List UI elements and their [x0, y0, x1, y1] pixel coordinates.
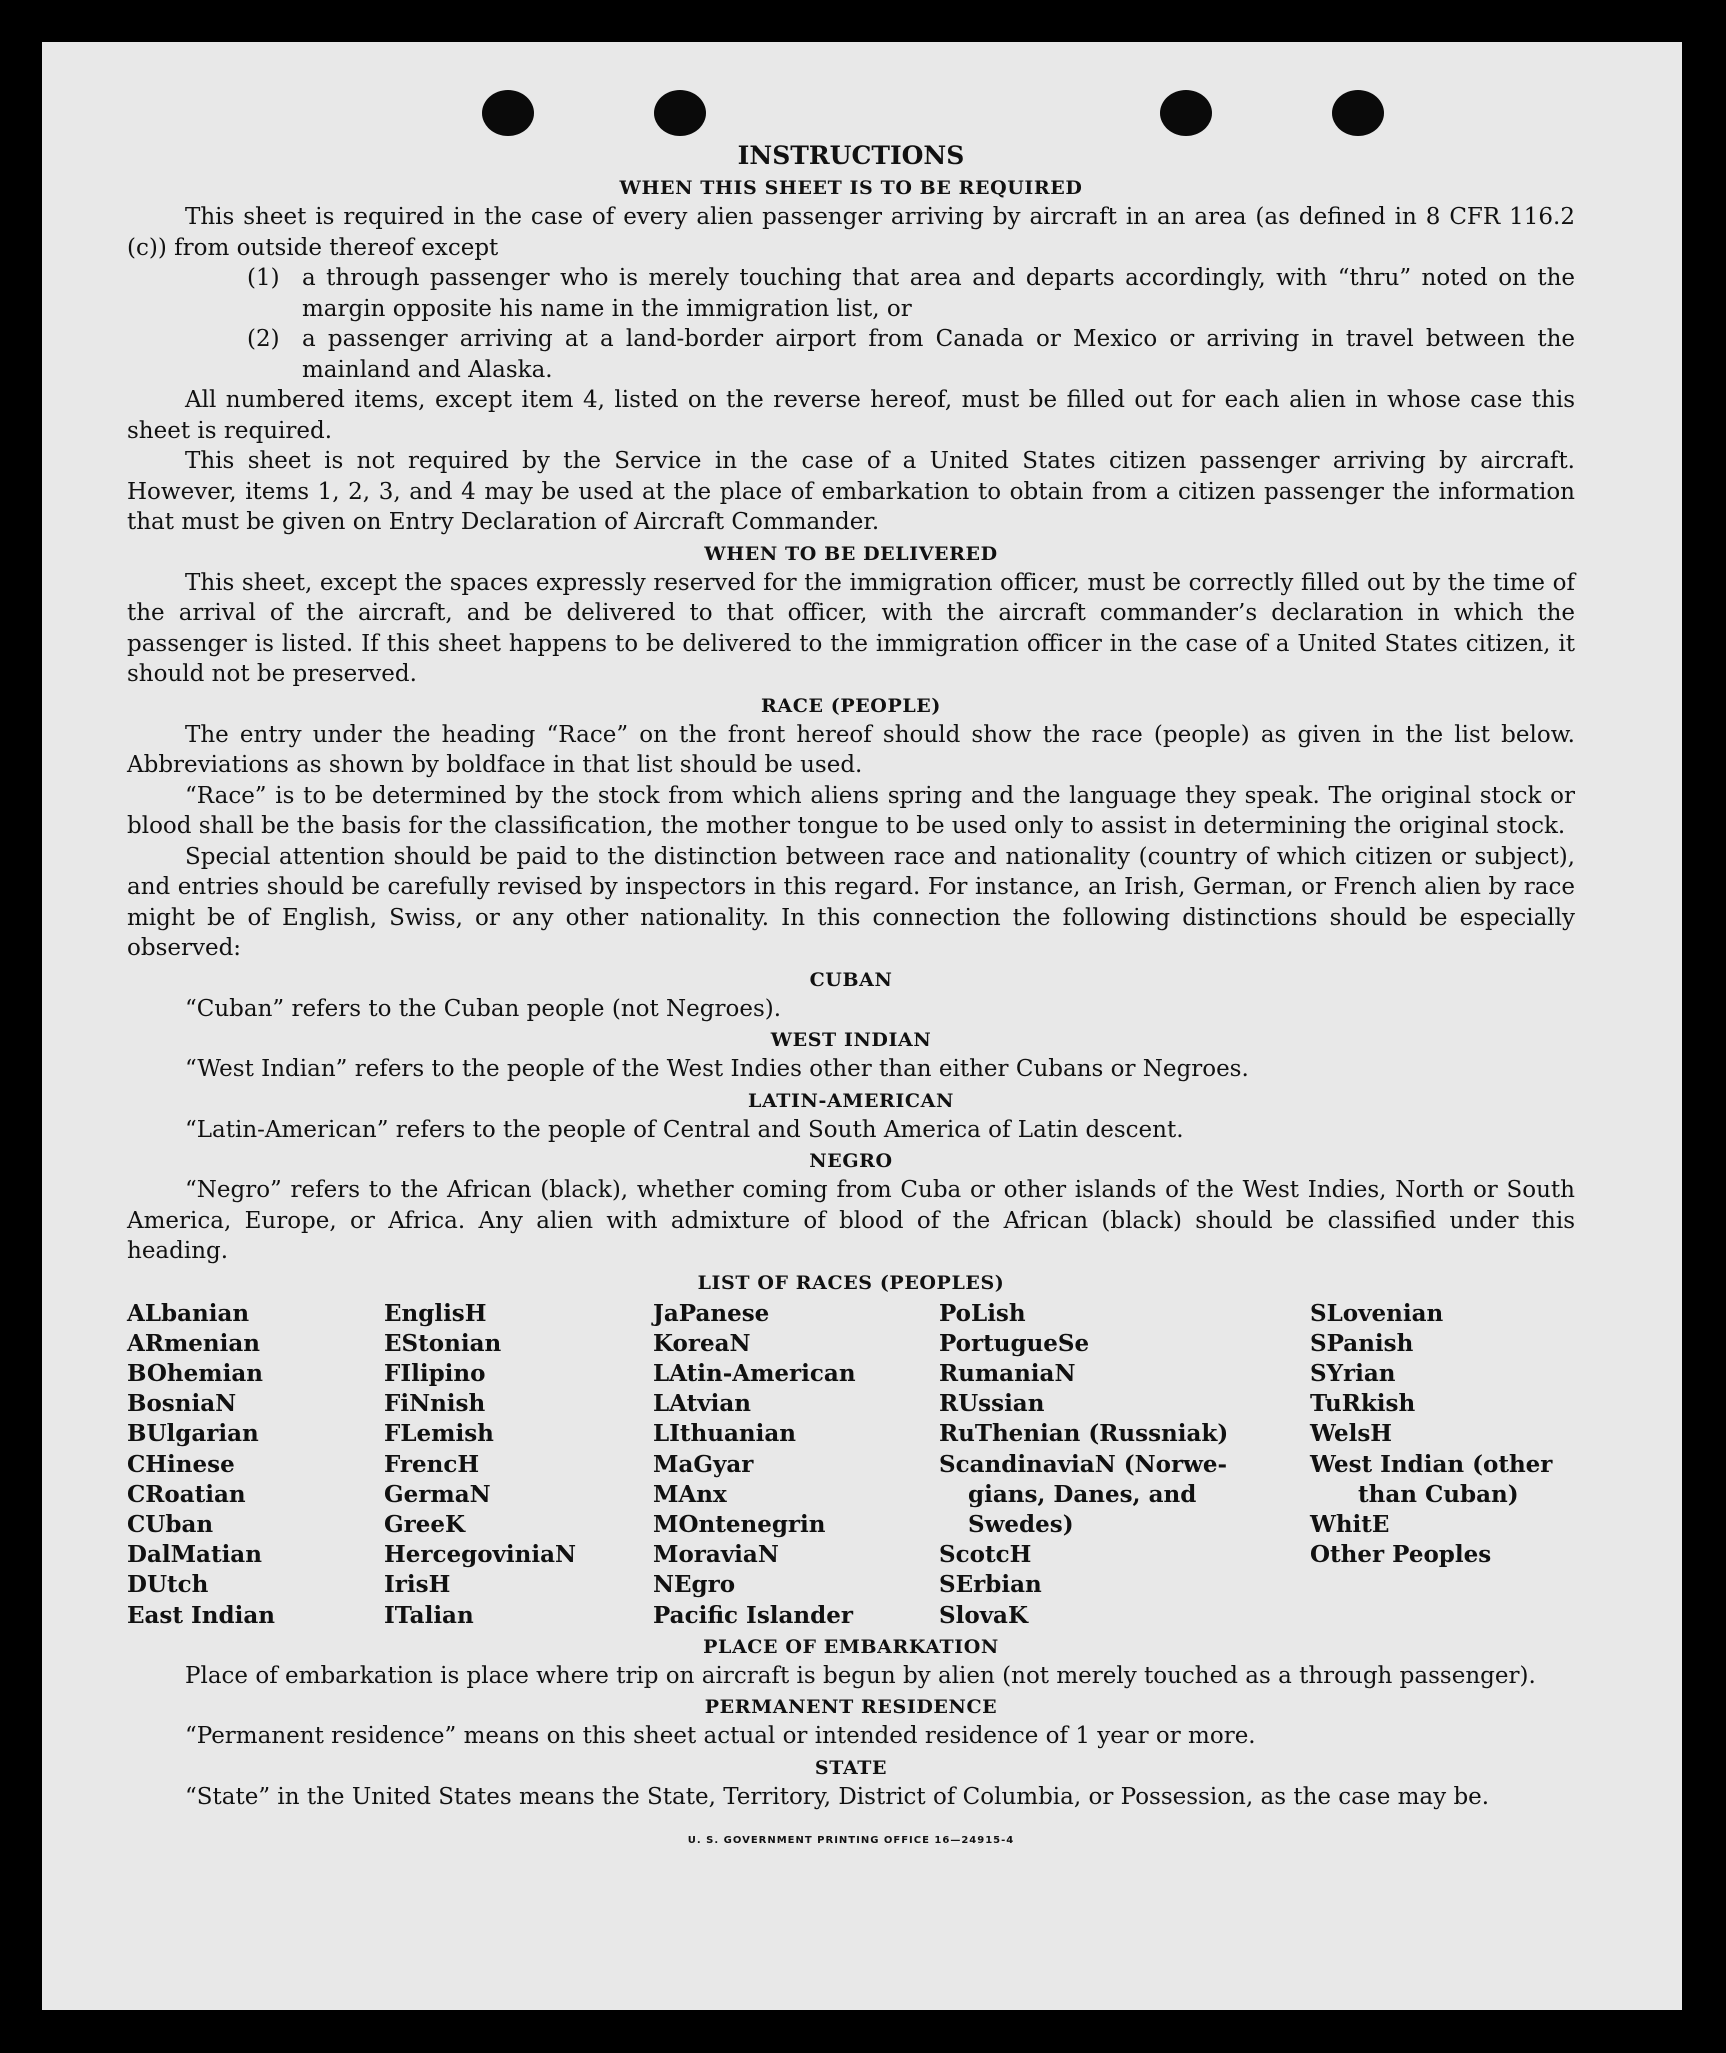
- race-entry: MAnx: [653, 1480, 727, 1508]
- race-entry: West Indian (other: [1310, 1450, 1553, 1478]
- negro-text: “Negro” refers to the African (black), whether coming from Cuba or other islands of the West Indies, North or South America, Europe, or Africa. Any alien with admixture of blood of the African (black) should be classified under this heading.: [127, 1177, 1575, 1264]
- race-entry: ITalian: [384, 1601, 474, 1629]
- race-entry: IrisH: [384, 1571, 451, 1599]
- race-entry: GreeK: [384, 1510, 466, 1538]
- printing-office-footer: U. S. GOVERNMENT PRINTING OFFICE 16—24915-4: [687, 1835, 1015, 1847]
- residence-text: “Permanent residence” means on this sheet actual or intended residence of 1 year or more.: [185, 1723, 1256, 1750]
- race-entry: than Cuban): [1358, 1480, 1519, 1508]
- residence-heading: PERMANENT RESIDENCE: [704, 1696, 998, 1719]
- items-paragraph: All numbered items, except item 4, listed on the reverse hereof, must be filled out for each alien in whose case this sheet is required.: [127, 387, 1575, 444]
- race-entry: SLovenian: [1310, 1299, 1444, 1327]
- when-required-intro: This sheet is required in the case of every alien passenger arriving by aircraft in an area (as defined in 8 CFR 116.2 (c)) from outside thereof except: [127, 204, 1575, 261]
- west-indian-heading: WEST INDIAN: [770, 1029, 932, 1051]
- race-entry: MaGyar: [653, 1450, 754, 1478]
- when-delivered-text: This sheet, except the spaces expressly reserved for the immigration officer, must be correctly filled out by the time of the arrival of the aircraft, and be delivered to that officer, with the aircraft commander’s declaration in which the passenger is listed. If this sheet happens to be delivered to the immigration officer in the case of a United States citizen, it should not be preserved.: [127, 569, 1575, 687]
- race-entry: FrencH: [384, 1450, 480, 1478]
- instructions-title: INSTRUCTIONS: [737, 141, 965, 170]
- race-entry: LAtin-American: [653, 1359, 856, 1387]
- state-text: “State” in the United States means the State, Territory, District of Columbia, or Possession, as the case may be.: [185, 1783, 1490, 1810]
- races-list: [127, 1299, 1575, 1631]
- punch-hole: [1160, 90, 1212, 136]
- instructions-content: [127, 140, 1575, 1857]
- race-entry: SPanish: [1310, 1329, 1414, 1357]
- race-entry: NEgro: [653, 1571, 736, 1599]
- cuban-heading: CUBAN: [809, 968, 893, 991]
- embarkation-text: Place of embarkation is place where trip on aircraft is begun by alien (not merely touched as a through passenger).: [185, 1662, 1536, 1689]
- race-entry: HercegoviniaN: [384, 1541, 577, 1569]
- race-entry: ScandinaviaN (Norwe-: [939, 1450, 1228, 1478]
- punch-hole: [1332, 90, 1384, 136]
- race-entry: TuRkish: [1310, 1390, 1416, 1418]
- race-entry: BOhemian: [127, 1359, 263, 1387]
- race-entry: KoreaN: [653, 1329, 751, 1357]
- races-column: [939, 1299, 1310, 1631]
- latin-american-text: “Latin-American” refers to the people of Central and South America of Latin descent.: [185, 1116, 1184, 1143]
- race-entry: SErbian: [939, 1571, 1042, 1599]
- race-entry: RuThenian (Russniak): [939, 1420, 1229, 1448]
- race-entry: CUban: [127, 1510, 214, 1538]
- races-column: [1310, 1299, 1575, 1631]
- embarkation-heading: PLACE OF EMBARKATION: [703, 1635, 999, 1658]
- race-heading: RACE (PEOPLE): [761, 694, 941, 717]
- exception-item: [127, 263, 1575, 324]
- races-column: [653, 1299, 939, 1631]
- list-of-races-heading: LIST OF RACES (PEOPLES): [697, 1271, 1005, 1294]
- race-entry: Other Peoples: [1310, 1541, 1492, 1569]
- race-entry: Pacific Islander: [653, 1601, 853, 1629]
- race-entry: DalMatian: [127, 1541, 262, 1569]
- race-entry: CRoatian: [127, 1480, 246, 1508]
- race-entry: SYrian: [1310, 1359, 1396, 1387]
- race-entry: RUssian: [939, 1390, 1045, 1418]
- race-entry: gians, Danes, and: [968, 1480, 1197, 1508]
- negro-heading: NEGRO: [809, 1150, 893, 1172]
- race-entry: DUtch: [127, 1571, 209, 1599]
- race-paragraph-3: Special attention should be paid to the distinction between race and nationality (country of which citizen or subject), and entries should be carefully revised by inspectors in this regard. For instance, an Irish, German, or French alien by race might be of English, Swiss, or any other nationality. In this connection the following distinctions should be especially observed:: [127, 843, 1575, 961]
- punch-hole: [482, 90, 534, 136]
- race-entry: WelsH: [1310, 1420, 1393, 1448]
- race-entry: BosniaN: [127, 1390, 237, 1418]
- race-entry: WhitE: [1310, 1510, 1390, 1538]
- race-entry: PoLish: [939, 1299, 1026, 1327]
- race-entry: CHinese: [127, 1450, 235, 1478]
- when-delivered-heading: WHEN TO BE DELIVERED: [704, 542, 998, 565]
- race-entry: MoraviaN: [653, 1541, 779, 1569]
- latin-american-heading: LATIN-AMERICAN: [748, 1089, 954, 1112]
- race-entry: ALbanian: [127, 1299, 250, 1327]
- race-entry: LAtvian: [653, 1390, 751, 1418]
- race-entry: SlovaK: [939, 1601, 1028, 1629]
- state-heading: STATE: [814, 1756, 888, 1779]
- race-entry: FLemish: [384, 1420, 494, 1448]
- race-entry: EStonian: [384, 1329, 502, 1357]
- exception-number: (2): [247, 326, 280, 352]
- race-entry: MOntenegrin: [653, 1510, 826, 1538]
- race-entry: FiNnish: [384, 1390, 486, 1418]
- race-entry: Swedes): [968, 1510, 1074, 1538]
- race-paragraph-1: The entry under the heading “Race” on the front hereof should show the race (people) as given in the list below. Abbreviations as shown by boldface in that list should be used.: [127, 721, 1575, 778]
- race-entry: JaPanese: [653, 1299, 770, 1327]
- race-entry: EnglisH: [384, 1299, 487, 1327]
- when-required-heading: WHEN THIS SHEET IS TO BE REQUIRED: [619, 177, 1083, 199]
- race-entry: ScotcH: [939, 1541, 1032, 1569]
- race-entry: ARmenian: [127, 1329, 261, 1357]
- race-paragraph-2: “Race” is to be determined by the stock from which aliens spring and the language they speak. The original stock or blood shall be the basis for the classification, the mother tongue to be used only to assist in determining the original stock.: [127, 782, 1575, 839]
- race-entry: RumaniaN: [939, 1359, 1076, 1387]
- exception-item: [127, 324, 1575, 385]
- citizen-paragraph: This sheet is not required by the Service in the case of a United States citizen passenger arriving by aircraft. However, items 1, 2, 3, and 4 may be used at the place of embarkation to obtain from a citizen passenger the information that must be given on Entry Declaration of Aircraft Commander.: [127, 448, 1575, 535]
- west-indian-text: “West Indian” refers to the people of the West Indies other than either Cubans or Negroes.: [185, 1056, 1249, 1082]
- punch-hole: [654, 90, 706, 136]
- exception-text: a passenger arriving at a land-border airport from Canada or Mexico or arriving in travel between the mainland and Alaska.: [302, 326, 1575, 383]
- cuban-text: “Cuban” refers to the Cuban people (not Negroes).: [185, 995, 782, 1022]
- race-entry: PortugueSe: [939, 1329, 1090, 1357]
- races-column: [384, 1299, 653, 1631]
- race-entry: East Indian: [127, 1601, 275, 1629]
- race-entry: LIthuanian: [653, 1420, 796, 1448]
- document-page: [42, 42, 1682, 2010]
- race-entry: GermaN: [384, 1480, 491, 1508]
- races-column: [127, 1299, 384, 1631]
- exception-number: (1): [247, 265, 280, 291]
- exception-text: a through passenger who is merely touching that area and departs accordingly, with “thru” noted on the margin opposite his name in the immigration list, or: [302, 265, 1575, 322]
- race-entry: BUlgarian: [127, 1420, 259, 1448]
- race-entry: FIlipino: [384, 1359, 486, 1387]
